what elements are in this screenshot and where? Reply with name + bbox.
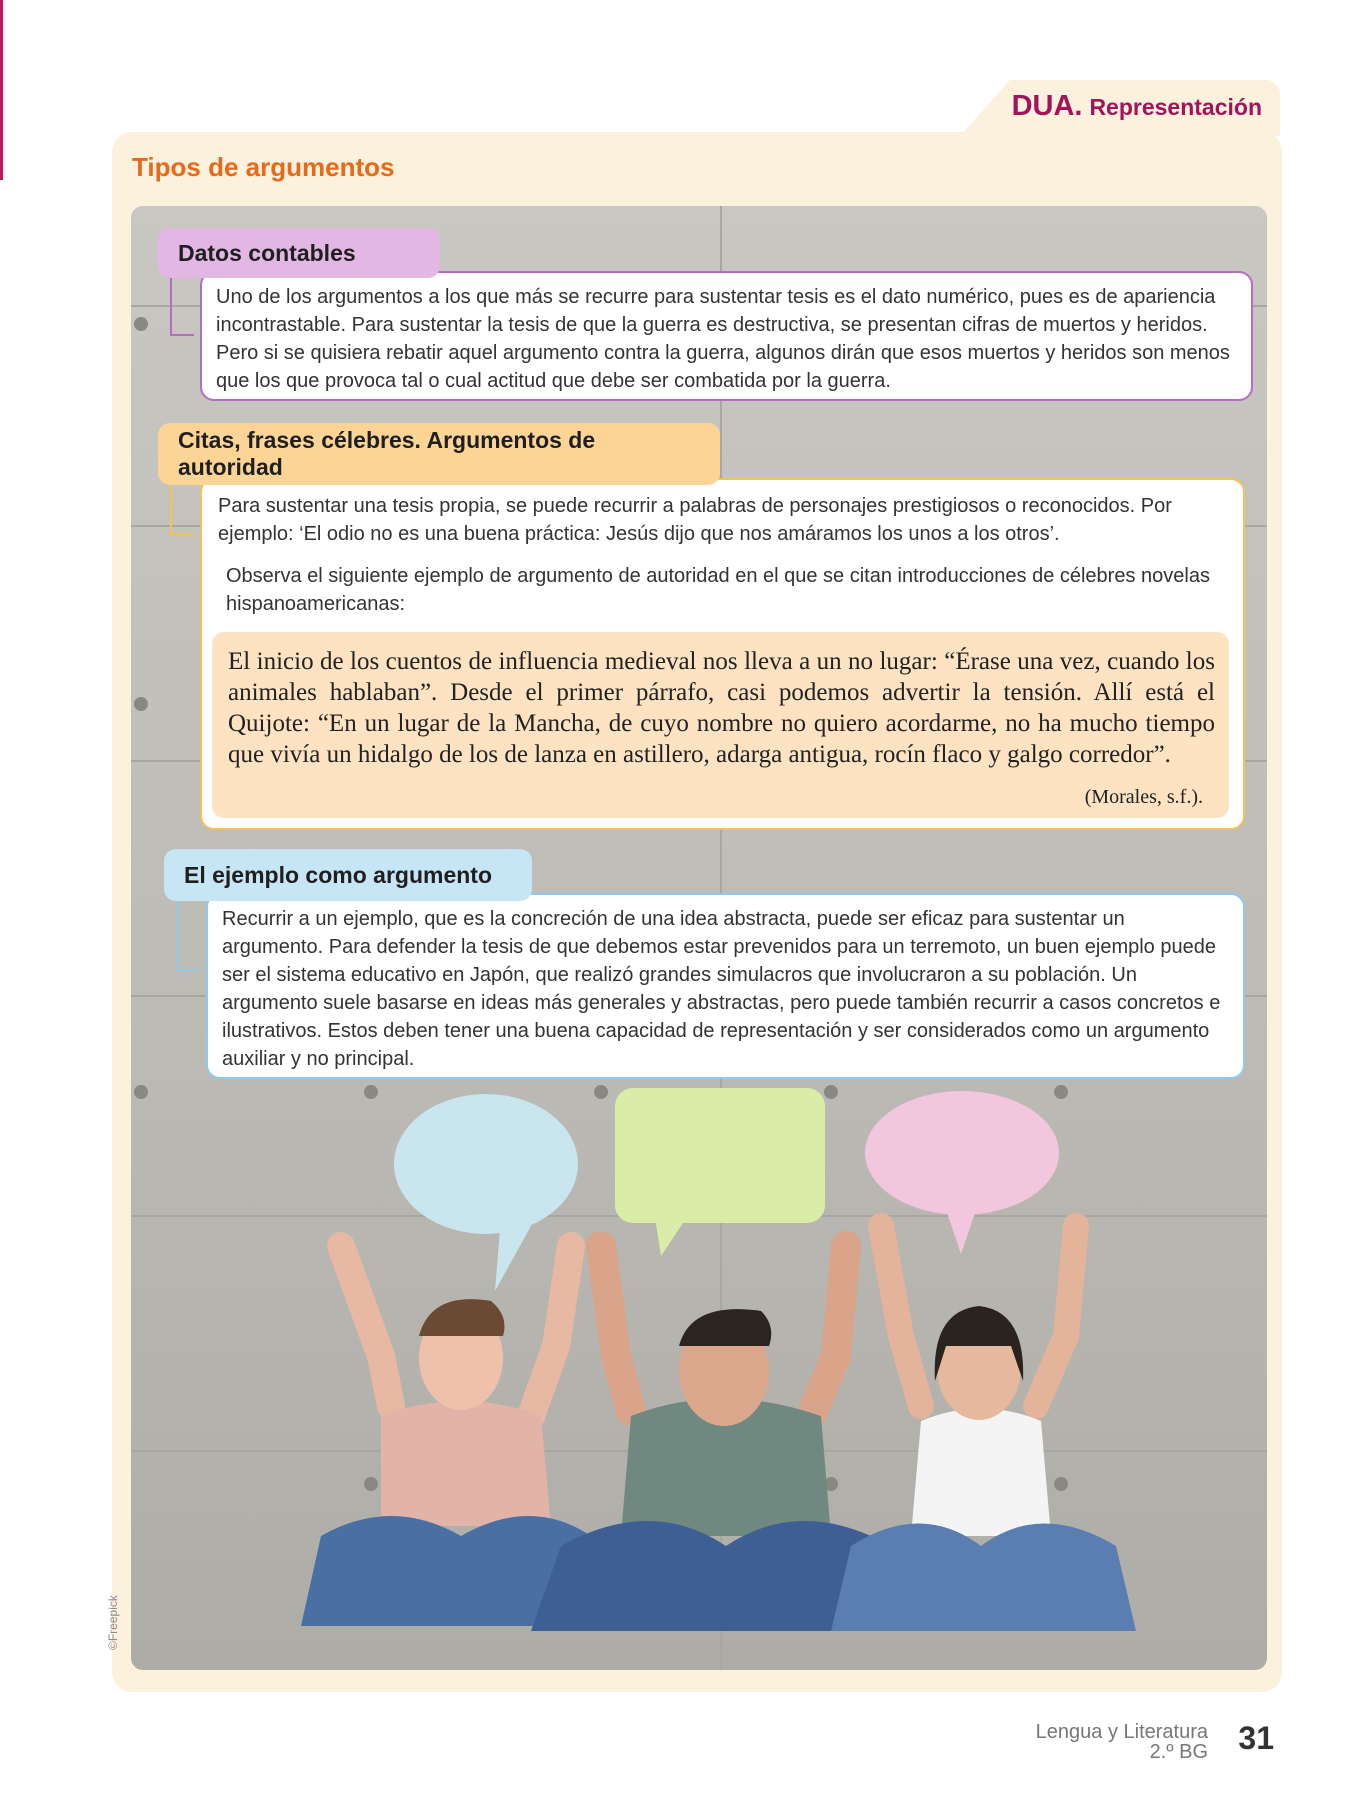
card-text: Recurrir a un ejemplo, que es la concreción de una idea abstracta, puede ser eficaz para sustentar un argumento. Para defender la tesis de que debemos estar prevenidos para un terremoto, un buen ejemplo puede ser el sistema educativo en Japón, que realizó grandes simulacros que involucraron a su población. Un argumento suele basarse en ideas más generales y abstractas, pero puede también recurrir a casos concretos e ilustrativos. Estos deben tener una buena capacidad de representación y ser considerados como un argumento auxiliar y no principal. xyxy=(222,908,1221,1070)
quote-text: El inicio de los cuentos de influencia medieval nos lleva a un no lugar: “Érase una vez, cuando los animales hablaban”. Desde el primer párrafo, casi podemos advertir la tensión. Allí está el Quijote: “En un lugar de la Mancha, de cuyo nombre no quiero acordarme, no ha mucho tiempo que vivía un hidalgo de los de lanza en astillero, adarga antigua, rocín flaco y galgo corredor”. xyxy=(228,648,1215,768)
card-argumentos-autoridad xyxy=(200,478,1245,830)
connector-line xyxy=(176,901,200,971)
quote-block xyxy=(212,632,1229,818)
card-text: Para sustentar una tesis propia, se puede recurrir a palabras de personajes prestigiosos o reconocidos. Por ejemplo: ‘El odio no es una buena práctica: Jesús dijo que nos amáramos los unos a los otros’. xyxy=(218,495,1172,545)
margin-accent-line xyxy=(0,0,3,180)
quote-citation: (Morales, s.f.). xyxy=(1084,786,1203,808)
tag-datos-contables: Datos contables xyxy=(158,228,440,278)
connector-line xyxy=(170,485,194,535)
person-right xyxy=(831,1226,1136,1631)
photo-credit: ©Freepick xyxy=(106,1595,120,1650)
card-datos-contables xyxy=(200,271,1253,401)
footer-grade: 2.º BG xyxy=(1149,1741,1208,1763)
tag-ejemplo-argumento: El ejemplo como argumento xyxy=(164,849,532,901)
page-number: 31 xyxy=(1238,1720,1274,1756)
footer-subject-name: Lengua y Literatura xyxy=(1035,1721,1208,1743)
dua-subtitle: Representación xyxy=(1089,94,1262,120)
card-ejemplo-argumento xyxy=(206,893,1245,1079)
connector-line xyxy=(170,278,194,336)
card-text: Uno de los argumentos a los que más se recurre para sustentar tesis es el dato numérico, pues es de apariencia incontrastable. Para sustentar la tesis de que la guerra es destructiva, se presentan cifras de muertos y heridos. Pero si se quisiera rebatir aquel argumento contra la guerra, algunos dirán que esos muertos y heridos son menos que los que provoca tal o cual actitud que debe ser combatida por la guerra. xyxy=(216,286,1230,392)
card-text-secondary: Observa el siguiente ejemplo de argumento de autoridad en el que se citan introducciones de célebres novelas hispanoamericanas: xyxy=(226,565,1210,615)
footer-subject xyxy=(1036,1722,1208,1762)
tag-argumentos-autoridad: Citas, frases célebres. Argumentos de autoridad xyxy=(158,423,720,485)
dua-label: DUA. xyxy=(1011,90,1083,122)
section-title: Tipos de argumentos xyxy=(132,152,395,182)
dua-heading xyxy=(1012,90,1262,123)
speech-bubble-blue xyxy=(394,1094,578,1291)
